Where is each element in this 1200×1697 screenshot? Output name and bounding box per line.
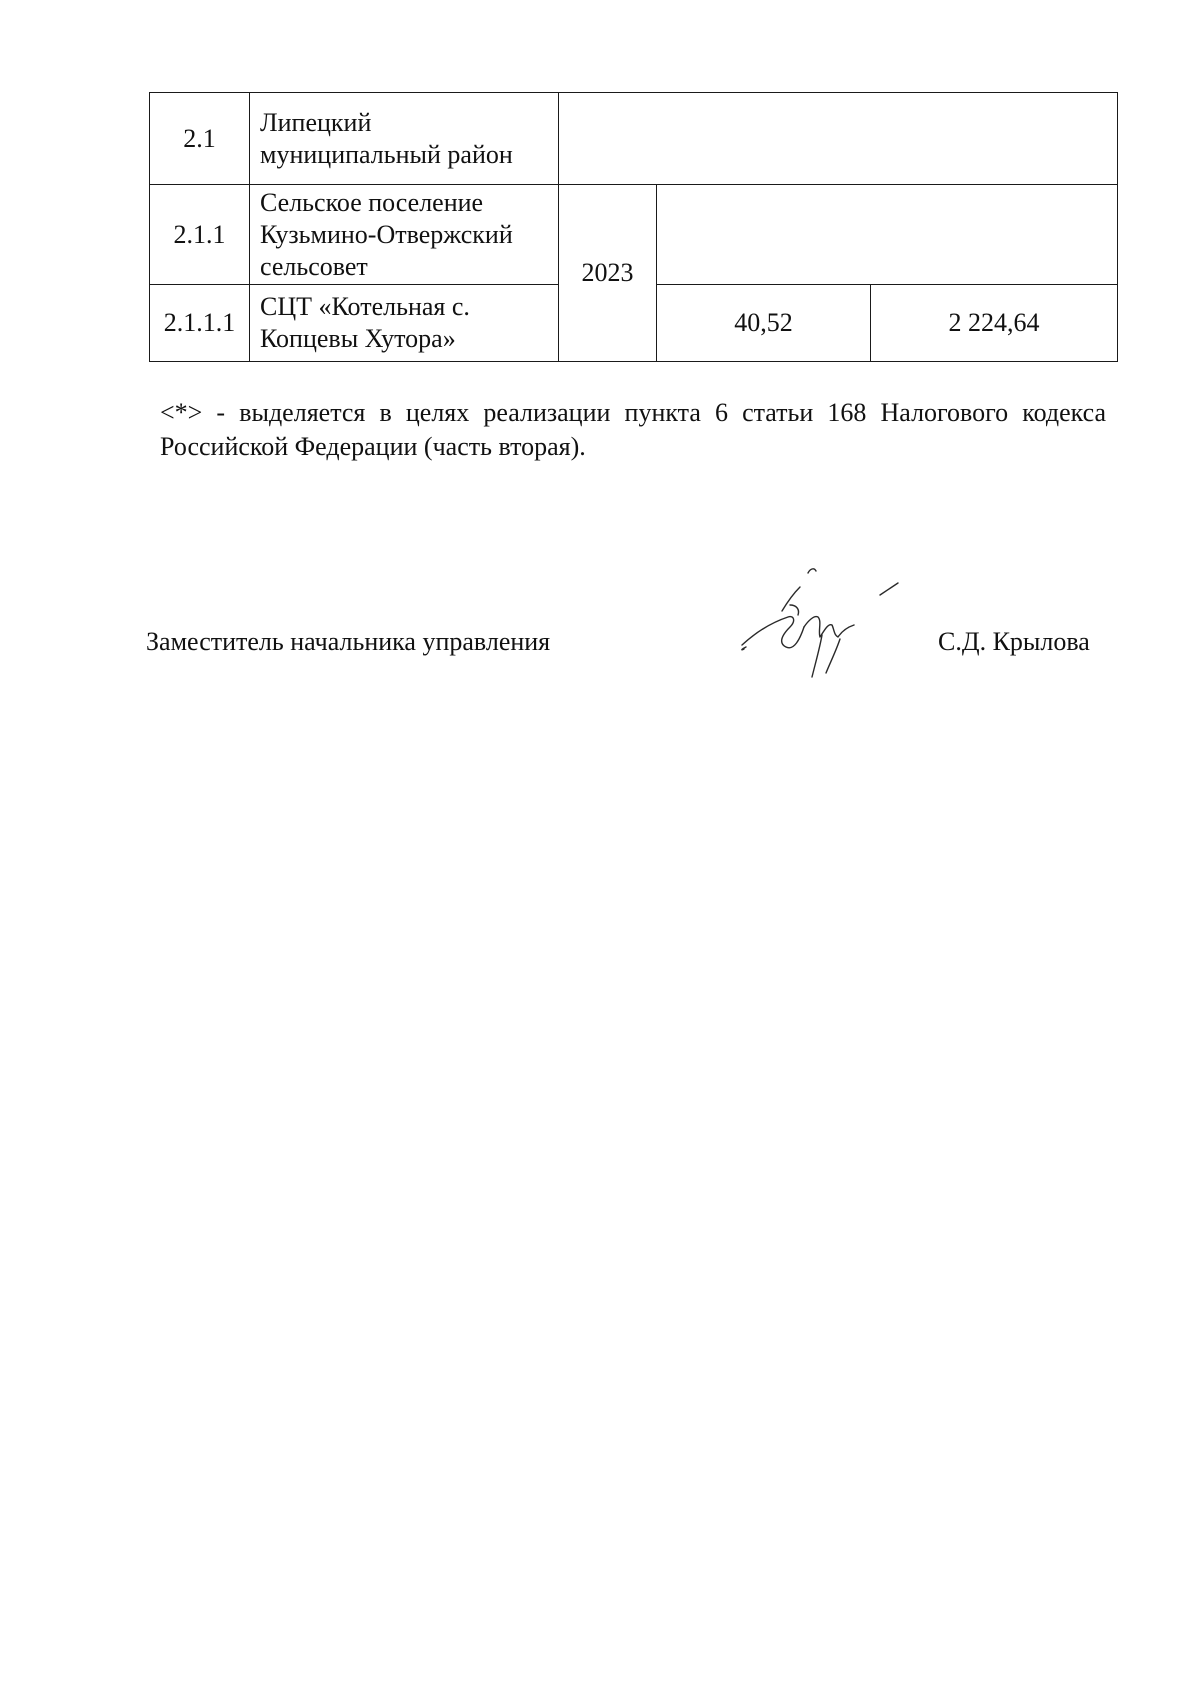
signer-position: Заместитель начальника управления [146,627,551,656]
row-number: 2.1.1 [150,185,250,285]
empty-merged-cell [559,93,1118,185]
row-name-line: Липецкий [260,107,372,137]
tariff-table [149,92,1118,362]
empty-merged-cell [657,185,1118,285]
signer-name: С.Д. Крылова [938,627,1090,656]
table-row [150,93,1118,185]
row-number: 2.1 [150,93,250,185]
table-row [150,185,1118,285]
row-name-line: Копцевы Хутора» [260,324,456,353]
value-cell: 40,52 [657,285,871,362]
value-cell: 2 224,64 [871,285,1118,362]
year-cell: 2023 [559,185,657,362]
handwritten-signature [730,565,910,685]
row-name [250,185,559,285]
row-number: 2.1.1.1 [150,285,250,362]
row-name-line: сельсовет [260,251,368,281]
row-name-line: Кузьмино-Отвержский [260,219,513,249]
row-name [250,285,559,362]
row-name [250,93,559,185]
row-name-line: Сельское поселение [260,187,484,217]
row-name-line: СЦТ «Котельная с. [260,292,470,321]
footnote: <*> - выделяется в целях реализации пункта 6 статьи 168 Налогового кодекса Российской Федерации (часть вторая). [160,398,1106,461]
row-name-line: муниципальный район [260,139,513,169]
